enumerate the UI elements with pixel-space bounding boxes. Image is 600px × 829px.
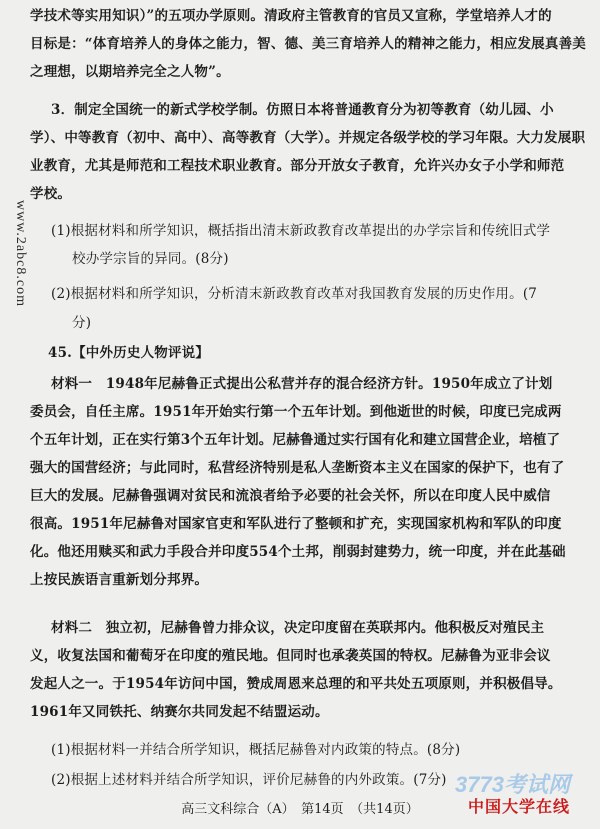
text-line-5: 学）、中等教育（初中、高中）、高等教育（大学）。并规定各级学校的学习年限。大力发展职 bbox=[30, 130, 586, 146]
text-line-4: 3．制定全国统一的新式学校学制。仿照日本将普通教育分为初等教育（幼儿园、小 bbox=[51, 102, 554, 118]
material-2-line-4: 1961年又同铁托、纳赛尔共同发起不结盟运动。 bbox=[30, 704, 329, 720]
text-line-3: 之理想，以期培养完全之人物”。 bbox=[30, 64, 230, 80]
section-heading-45: 45.【中外历史人物评说】 bbox=[48, 345, 210, 361]
material-1-line-1: 材料一 1948年尼赫鲁正式提出公私营并存的混合经济方针。1950年成立了计划 bbox=[51, 376, 553, 392]
logo-bottom-text: 中国大学在线 bbox=[467, 797, 570, 816]
side-watermark: www.2abc8.com bbox=[13, 200, 28, 307]
material-1-line-4: 强大的国营经济；与此同时，私营经济特别是私人垄断资本主义在国家的保护下，也有了 bbox=[30, 460, 565, 476]
text-line-1: 学技术等实用知识）”的五项办学原则。清政府主管教育的官员又宣称，学堂培养人才的 bbox=[30, 8, 552, 24]
text-line-6: 业教育，尤其是师范和工程技术职业教育。部分开放女子教育，允许兴办女子小学和师范 bbox=[30, 158, 565, 174]
material-1-line-6: 很高。1951年尼赫鲁对国家官吏和军队进行了整顿和扩充，实现国家机构和军队的印度 bbox=[30, 516, 562, 532]
site-logo[interactable] bbox=[430, 768, 580, 818]
question-45-1: (1)根据材料一并结合所学知识，概括尼赫鲁对内政策的特点。(8分) bbox=[51, 742, 461, 758]
text-line-7: 学校。 bbox=[30, 186, 72, 202]
material-2-line-1: 材料二 独立初，尼赫鲁曾力排众议，决定印度留在英联邦内。他积极反对殖民主 bbox=[51, 620, 545, 636]
question-45-2: (2)根据上述材料并结合所学知识，评价尼赫鲁的内外政策。(7分) bbox=[51, 772, 447, 788]
text-line-2: 目标是：“体育培养人的身体之能力，智、德、美三育培养人的精神之能力，相应发展真善美 bbox=[30, 36, 586, 52]
material-1-line-7: 化。他还用赎买和武力手段合并印度554个土邦，削弱封建势力，统一印度，并在此基础 bbox=[30, 544, 566, 560]
material-1-line-3: 个五年计划，正在实行第3个五年计划。尼赫鲁通过实行国有化和建立国营企业，培植了 bbox=[30, 432, 561, 448]
question-44-1: (1)根据材料和所学知识，概括指出清末新政教育改革提出的办学宗旨和传统旧式学 bbox=[51, 223, 551, 239]
question-44-2-cont: 分) bbox=[72, 315, 92, 331]
logo-top-text: 3773考试网 bbox=[455, 772, 570, 797]
page-footer: 高三文科综合（A） 第14页 （共14页） bbox=[181, 802, 419, 817]
material-1-line-5: 巨大的发展。尼赫鲁强调对贫民和流浪者给予必要的社会关怀，所以在印度人民中威信 bbox=[30, 488, 551, 504]
material-1-line-8: 上按民族语言重新划分邦界。 bbox=[30, 572, 209, 588]
question-44-2: (2)根据材料和所学知识，分析清末新政教育改革对我国教育发展的历史作用。(7 bbox=[51, 286, 538, 302]
material-1-line-2: 委员会，自任主席。1951年开始实行第一个五年计划。到他逝世的时候，印度已完成两 bbox=[30, 404, 562, 420]
material-2-line-2: 义，收复法国和葡萄牙在印度的殖民地。但同时也承袭英国的特权。尼赫鲁为亚非会议 bbox=[30, 648, 551, 664]
material-2-line-3: 发起人之一。于1954年访问中国，赞成周恩来总理的和平共处五项原则，并积极倡导。 bbox=[30, 676, 562, 692]
question-44-1-cont: 校办学宗旨的异同。(8分) bbox=[72, 251, 229, 267]
